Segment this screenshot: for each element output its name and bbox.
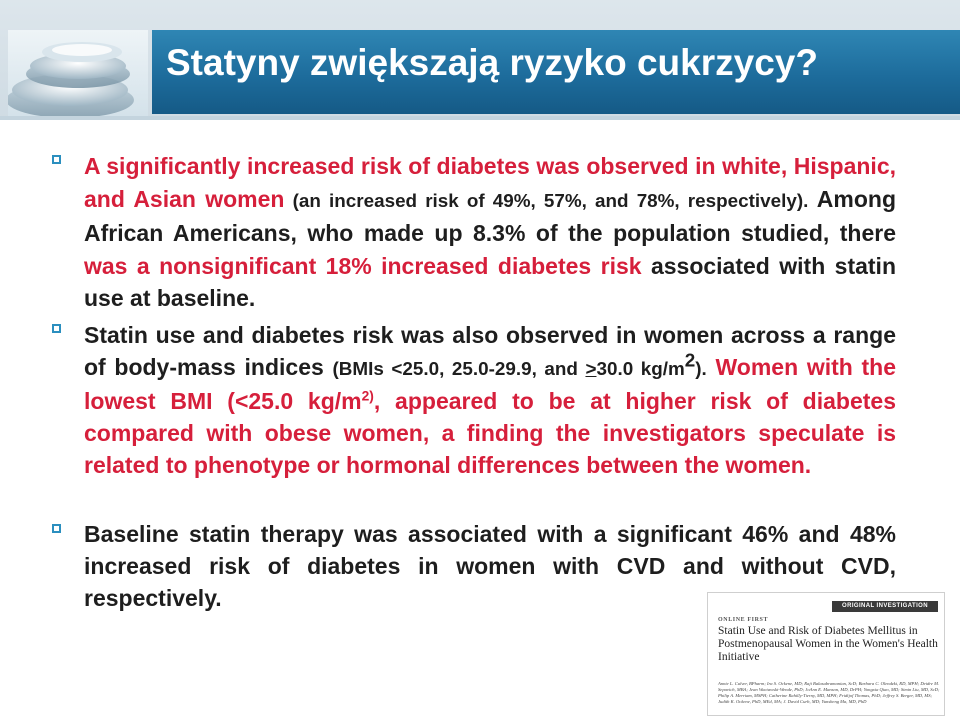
bullet-1-highlight: A significantly increased risk of diabetes was observed in white, Hispanic, and Asian women: [84, 153, 896, 212]
bullet-marker-icon: [52, 155, 61, 164]
bullet-2-ge-sign: >: [585, 358, 597, 379]
bullet-2-lowest-bmi: Women with the lowest BMI (<25.0 kg/m: [84, 354, 897, 414]
bullet-2-lowest-bmi-exponent: 2): [361, 388, 374, 404]
article-section-tag: ORIGINAL INVESTIGATION: [832, 601, 938, 612]
journal-article-thumbnail: [707, 592, 945, 716]
bullet-3-statement: Baseline statin therapy was associated with a significant 46% and 48% increased risk of diabetes in women with CVD and without CVD, respectively.: [84, 521, 896, 611]
header-divider: [0, 116, 960, 120]
bullet-1-risk-figures: (an increased risk of 49%, 57%, and 78%, respectively).: [284, 189, 809, 211]
bullet-2-text: [84, 319, 896, 481]
bullet-1-text: [84, 150, 896, 315]
article-title: Statin Use and Risk of Diabetes Mellitus in Postmenopausal Women in the Women's Health Initiative: [718, 625, 938, 663]
bullet-1-baseline: associated with statin use at baseline.: [84, 252, 896, 311]
bullet-2-close: ).: [695, 358, 707, 379]
pill-logo-image: [8, 30, 148, 116]
bullet-2-bmi-obese: 30.0 kg/m: [596, 358, 685, 379]
bullet-1-nonsignificant-risk: was a nonsignificant 18% increased diabetes risk: [84, 252, 642, 279]
bullet-marker-icon: [52, 524, 61, 533]
bullet-2-intro: Statin use and diabetes risk was also observed in women across a range of body-mass indices: [84, 322, 896, 380]
bullet-2-unit-exponent: 2: [684, 349, 696, 371]
bullet-marker-icon: [52, 324, 61, 333]
pill-stack-icon: [8, 30, 148, 116]
article-kicker: ONLINE FIRST: [718, 617, 769, 623]
slide-title: Statyny zwiększają ryzyko cukrzycy?: [166, 42, 818, 83]
bullet-2-bmi-ranges: (BMIs <25.0, 25.0-29.9, and: [332, 358, 586, 379]
article-authors: Annie L. Culver, BPharm; Ira S. Ockene, MD; Raji Balasubramanian, ScD; Barbara C. Olendzki, RD, MPH; Deidre M. Sepavich, MBA; Jean Wactawski-Wende, PhD; JoAnn E. Manson, MD, DrPH; Yongxia Qiao, MD; Simin Liu, MD, ScD; Philip A. Merriam, MSPH; Catherine Rahilly-Tierny, MD, MPH; Fridtjof Thomas, PhD; Jeffrey S. Berger, MD, MS; Judith K. Ockene, PhD, MEd, MA; J. David Curb, MD; Yunsheng Ma, MD, PhD: [718, 681, 940, 704]
bullet-1-african-americans: Among African Americans, who made up 8.3% of the population studied, there: [84, 185, 897, 246]
bullet-2-finding: , appeared to be at higher risk of diabetes compared with obese women, a finding the investigators speculate is related to phenotype or hormonal differences between the women.: [84, 388, 896, 478]
